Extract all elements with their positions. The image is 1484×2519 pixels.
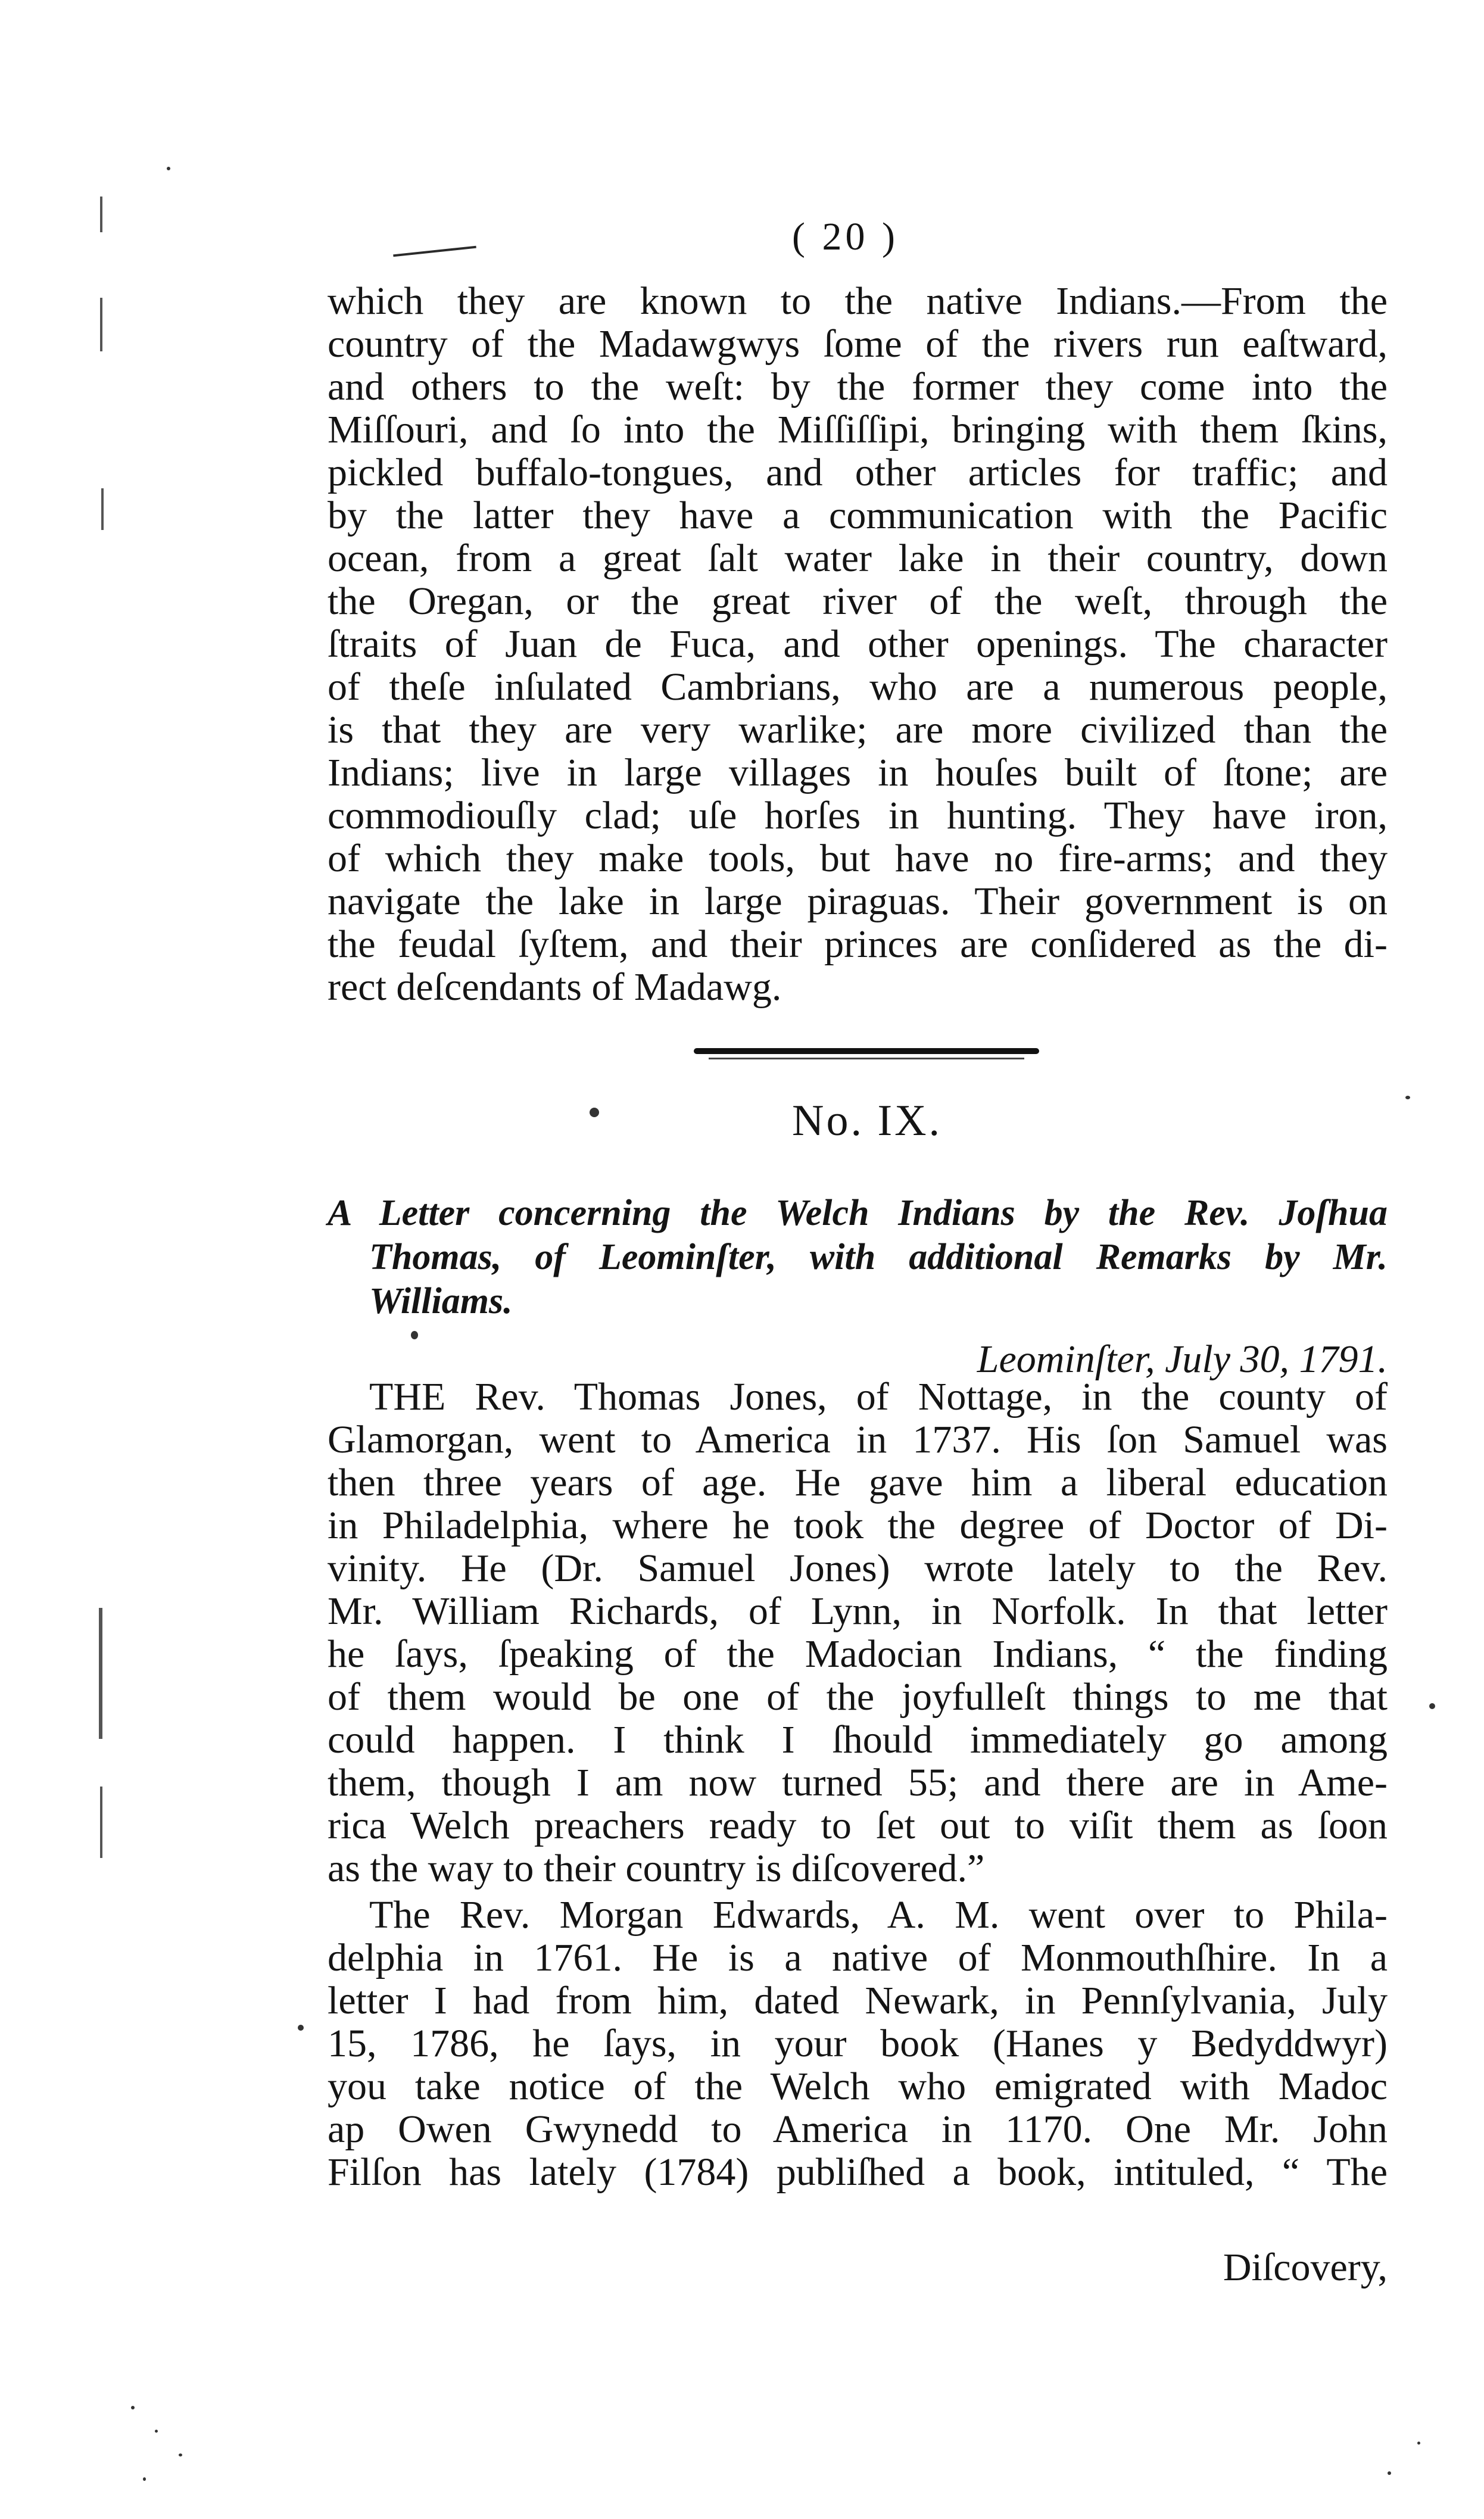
text-line: of them would be one of the joyfulleſt things to me that <box>328 1675 1388 1719</box>
text-line: the Oregan, or the great river of the weſt, through the <box>328 579 1388 623</box>
text-line: vinity. He (Dr. Samuel Jones) wrote lately to the Rev. <box>328 1547 1388 1590</box>
text-line: by the latter they have a communication with the Pacific <box>328 494 1388 537</box>
title-line: A Letter concerning the Welch Indians by the Rev. Joſhua <box>328 1193 1388 1233</box>
text-line: then three years of age. He gave him a liberal education <box>328 1461 1388 1504</box>
text-line: Indians; live in large villages in houſes built of ſtone; are <box>328 751 1388 794</box>
text-line: could happen. I think I ſhould immediately go among <box>328 1718 1388 1762</box>
print-speck <box>1388 2471 1391 2475</box>
text-line: Mr. William Richards, of Lynn, in Norfolk. In that letter <box>328 1589 1388 1633</box>
text-line: letter I had from him, dated Newark, in Pennſylvania, July <box>328 1979 1388 2022</box>
paragraph-one <box>328 280 1388 1009</box>
section-heading: No. IX. <box>792 1096 943 1145</box>
letter-title <box>328 1191 1388 1323</box>
text-line: THE Rev. Thomas Jones, of Nottage, in the county of <box>369 1375 1388 1419</box>
print-speck <box>298 2025 304 2031</box>
text-line: as the way to their country is diſcovered.” <box>328 1847 985 1890</box>
scan-edge-mark <box>100 298 102 351</box>
text-line: ocean, from a great ſalt water lake in their country, down <box>328 537 1388 580</box>
text-line: he ſays, ſpeaking of the Madocian Indians, “ the finding <box>328 1632 1388 1676</box>
print-speck <box>155 2430 158 2433</box>
paragraph-three <box>328 1894 1388 2194</box>
text-line: rica Welch preachers ready to ſet out to viſit them as ſoon <box>328 1804 1388 1847</box>
text-line: ſtraits of Juan de Fuca, and other openings. The character <box>328 622 1388 666</box>
print-speck <box>179 2453 182 2456</box>
text-line: country of the Madawgwys ſome of the rivers run eaſtward, <box>328 322 1388 366</box>
print-speck <box>1405 1096 1410 1099</box>
text-line: in Philadelphia, where he took the degree of Doctor of Di- <box>328 1504 1388 1547</box>
paragraph-two <box>328 1376 1388 1890</box>
text-line: the feudal ſyſtem, and their princes are conſidered as the di- <box>328 922 1388 966</box>
scan-edge-mark <box>101 488 104 530</box>
text-line: and others to the weſt: by the former they come into the <box>328 365 1388 409</box>
scan-edge-mark <box>100 1787 102 1858</box>
scan-edge-mark <box>100 197 102 232</box>
text-line: Miſſouri, and ſo into the Miſſiſſipi, bringing with them ſkins, <box>328 408 1388 451</box>
text-line: of which they make tools, but have no fire-arms; and they <box>328 837 1388 880</box>
letter-dateline: Leominſter, July 30, 1791. <box>977 1338 1388 1381</box>
section-divider-shadow <box>709 1058 1024 1059</box>
text-line: you take notice of the Welch who emigrated with Madoc <box>328 2065 1388 2108</box>
print-speck <box>1429 1703 1435 1709</box>
print-speck <box>131 2406 135 2409</box>
text-line: delphia in 1761. He is a native of Monmouthſhire. In a <box>328 1936 1388 1979</box>
text-line: ap Owen Gwynedd to America in 1170. One Mr. John <box>328 2108 1388 2151</box>
text-line: which they are known to the native Indians.—From the <box>328 279 1388 323</box>
text-line: navigate the lake in large piraguas. Their government is on <box>328 880 1388 923</box>
text-line: pickled buffalo-tongues, and other articles for traffic; and <box>328 451 1388 494</box>
text-line: them, though I am now turned 55; and there are in Ame- <box>328 1761 1388 1804</box>
print-speck <box>143 2477 146 2481</box>
text-line: is that they are very warlike; are more civilized than the <box>328 708 1388 752</box>
print-speck <box>167 167 170 170</box>
header-flourish <box>393 246 476 257</box>
catchword: Diſcovery, <box>1223 2246 1388 2289</box>
print-speck <box>1417 2442 1420 2445</box>
text-line: 15, 1786, he ſays, in your book (Hanes y Bedyddwyr) <box>328 2022 1388 2065</box>
print-speck <box>590 1108 599 1117</box>
text-line: of theſe inſulated Cambrians, who are a numerous people, <box>328 665 1388 709</box>
text-line: commodiouſly clad; uſe horſes in hunting. They have iron, <box>328 794 1388 837</box>
section-divider <box>694 1048 1039 1054</box>
text-line: rect deſcendants of Madawg. <box>328 965 782 1009</box>
scan-edge-mark <box>99 1608 102 1739</box>
page-number: ( 20 ) <box>792 215 899 258</box>
text-line: The Rev. Morgan Edwards, A. M. went over to Phila- <box>369 1893 1388 1937</box>
print-speck <box>411 1331 418 1339</box>
text-line: Filſon has lately (1784) publiſhed a book, intituled, “ The <box>328 2150 1388 2194</box>
title-line: Williams. <box>369 1281 513 1321</box>
title-line: Thomas, of Leominſter, with additional Remarks by Mr. <box>369 1237 1388 1277</box>
text-line: Glamorgan, went to America in 1737. His ſon Samuel was <box>328 1418 1388 1461</box>
